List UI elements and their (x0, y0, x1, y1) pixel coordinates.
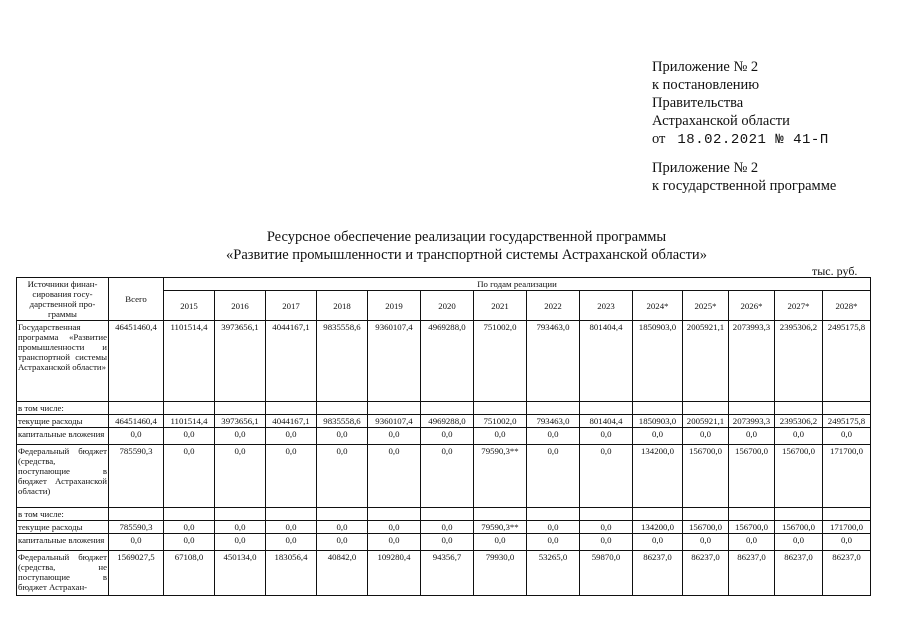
header-year: 2025* (683, 291, 729, 321)
header-year: 2027* (775, 291, 823, 321)
header-years-group: По годам реализации (164, 278, 871, 291)
row-year-value: 3973656,1 (215, 321, 266, 402)
row-year-value: 1850903,0 (633, 321, 683, 402)
row-source-label: Федеральный бюджет (средства, не поступающие в бюджет Астрахан- (17, 551, 109, 596)
row-year-value: 0,0 (580, 521, 633, 534)
row-year-value: 53265,0 (527, 551, 580, 596)
row-year-value: 0,0 (317, 521, 368, 534)
appendix-line-2: к постановлению (652, 77, 760, 93)
row-total: 0,0 (109, 534, 164, 551)
row-year-value (317, 402, 368, 415)
row-year-value: 0,0 (729, 428, 775, 445)
row-year-value: 0,0 (775, 534, 823, 551)
header-year: 2015 (164, 291, 215, 321)
row-year-value: 0,0 (215, 521, 266, 534)
header-year: 2022 (527, 291, 580, 321)
row-total: 785590,3 (109, 445, 164, 508)
row-source-label: Федеральный бюджет (средства, поступающие в бюджет Астраханской области) (17, 445, 109, 508)
row-year-value: 2395306,2 (775, 321, 823, 402)
row-year-value: 109280,4 (368, 551, 421, 596)
row-year-value: 793463,0 (527, 415, 580, 428)
row-year-value: 79590,3** (474, 521, 527, 534)
header-year: 2026* (729, 291, 775, 321)
row-year-value: 0,0 (527, 521, 580, 534)
row-year-value: 79930,0 (474, 551, 527, 596)
appendix-block (652, 58, 836, 195)
row-year-value (164, 402, 215, 415)
row-year-value (775, 508, 823, 521)
row-year-value (368, 508, 421, 521)
row-year-value: 0,0 (775, 428, 823, 445)
date-value: 18.02.2021 № 41-П (677, 132, 829, 148)
row-year-value: 9835558,6 (317, 321, 368, 402)
row-year-value: 0,0 (266, 521, 317, 534)
row-total: 46451460,4 (109, 415, 164, 428)
row-year-value: 0,0 (164, 428, 215, 445)
header-source: Источники финан-сирования госу-дарственной про-граммы (17, 278, 109, 321)
row-year-value: 0,0 (823, 534, 871, 551)
row-year-value: 156700,0 (729, 521, 775, 534)
row-total: 0,0 (109, 428, 164, 445)
row-year-value: 0,0 (527, 534, 580, 551)
row-year-value: 0,0 (527, 428, 580, 445)
row-year-value: 4969288,0 (421, 415, 474, 428)
row-source-label: Государственная программа «Развитие промышленности и транспортной системы Астраханской области» (17, 321, 109, 402)
row-year-value: 0,0 (368, 428, 421, 445)
row-year-value: 0,0 (729, 534, 775, 551)
row-year-value: 0,0 (683, 428, 729, 445)
row-year-value (266, 508, 317, 521)
row-year-value: 751002,0 (474, 321, 527, 402)
row-year-value: 86237,0 (683, 551, 729, 596)
appendix-line-7: к государственной программе (652, 178, 837, 194)
row-year-value: 0,0 (164, 521, 215, 534)
row-year-value: 9360107,4 (368, 415, 421, 428)
row-year-value: 134200,0 (633, 445, 683, 508)
appendix-date-line (652, 130, 836, 149)
header-year: 2028* (823, 291, 871, 321)
row-year-value: 9835558,6 (317, 415, 368, 428)
row-year-value: 1101514,4 (164, 321, 215, 402)
row-year-value (421, 508, 474, 521)
row-year-value (683, 402, 729, 415)
row-year-value: 0,0 (421, 428, 474, 445)
row-year-value: 0,0 (317, 428, 368, 445)
row-year-value: 0,0 (421, 534, 474, 551)
row-year-value: 0,0 (633, 534, 683, 551)
row-year-value: 0,0 (215, 445, 266, 508)
header-year: 2021 (474, 291, 527, 321)
row-source-label: в том числе: (17, 508, 109, 521)
row-year-value: 2005921,1 (683, 321, 729, 402)
row-year-value: 134200,0 (633, 521, 683, 534)
row-total (109, 402, 164, 415)
row-year-value: 2495175,8 (823, 321, 871, 402)
row-year-value: 171700,0 (823, 521, 871, 534)
row-year-value: 0,0 (474, 428, 527, 445)
row-source-label: текущие расходы (17, 521, 109, 534)
row-source-label: капитальные вложения (17, 534, 109, 551)
row-year-value: 156700,0 (683, 521, 729, 534)
row-year-value: 67108,0 (164, 551, 215, 596)
appendix-line-4: Астраханской области (652, 113, 790, 129)
row-year-value (729, 402, 775, 415)
row-year-value: 3973656,1 (215, 415, 266, 428)
row-year-value: 0,0 (823, 428, 871, 445)
row-year-value: 0,0 (368, 521, 421, 534)
row-year-value (823, 508, 871, 521)
row-year-value (633, 508, 683, 521)
row-year-value (266, 402, 317, 415)
row-year-value: 0,0 (164, 445, 215, 508)
row-year-value: 156700,0 (775, 445, 823, 508)
row-year-value (474, 402, 527, 415)
row-year-value (775, 402, 823, 415)
row-year-value: 59870,0 (580, 551, 633, 596)
table-row (17, 321, 871, 402)
appendix-line-3: Правительства (652, 95, 744, 111)
row-year-value: 0,0 (474, 534, 527, 551)
row-year-value (729, 508, 775, 521)
row-source-label: капитальные вложения (17, 428, 109, 445)
row-year-value (580, 402, 633, 415)
row-year-value: 1101514,4 (164, 415, 215, 428)
row-year-value (527, 508, 580, 521)
row-total (109, 508, 164, 521)
row-year-value: 0,0 (266, 534, 317, 551)
row-year-value: 0,0 (368, 534, 421, 551)
row-year-value: 1850903,0 (633, 415, 683, 428)
table-row (17, 534, 871, 551)
row-source-label: текущие расходы (17, 415, 109, 428)
row-year-value: 0,0 (266, 428, 317, 445)
row-year-value: 0,0 (633, 428, 683, 445)
header-year: 2018 (317, 291, 368, 321)
row-year-value: 79590,3** (474, 445, 527, 508)
header-total: Всего (109, 278, 164, 321)
table-row (17, 521, 871, 534)
header-year: 2023 (580, 291, 633, 321)
row-year-value: 0,0 (317, 445, 368, 508)
header-year: 2019 (368, 291, 421, 321)
row-year-value: 0,0 (421, 445, 474, 508)
row-year-value: 4969288,0 (421, 321, 474, 402)
appendix-line-1: Приложение № 2 (652, 59, 759, 75)
row-year-value (823, 402, 871, 415)
row-year-value: 4044167,1 (266, 415, 317, 428)
document-title-line-1: Ресурсное обеспечение реализации государственной программы (266, 229, 667, 245)
date-prefix: от (652, 131, 666, 147)
row-year-value: 171700,0 (823, 445, 871, 508)
row-year-value: 156700,0 (775, 521, 823, 534)
row-year-value (368, 402, 421, 415)
table-row (17, 508, 871, 521)
row-year-value: 86237,0 (729, 551, 775, 596)
table-row (17, 428, 871, 445)
row-year-value: 0,0 (580, 445, 633, 508)
row-year-value: 4044167,1 (266, 321, 317, 402)
row-year-value: 801404,4 (580, 415, 633, 428)
row-year-value: 156700,0 (683, 445, 729, 508)
row-year-value: 0,0 (580, 428, 633, 445)
table-row (17, 415, 871, 428)
row-year-value: 2073993,3 (729, 415, 775, 428)
row-year-value: 2395306,2 (775, 415, 823, 428)
header-year: 2016 (215, 291, 266, 321)
row-source-label: в том числе: (17, 402, 109, 415)
row-year-value: 9360107,4 (368, 321, 421, 402)
row-year-value: 40842,0 (317, 551, 368, 596)
row-year-value: 0,0 (215, 428, 266, 445)
table-row (17, 402, 871, 415)
row-year-value: 0,0 (317, 534, 368, 551)
row-year-value: 0,0 (580, 534, 633, 551)
row-year-value: 94356,7 (421, 551, 474, 596)
row-year-value: 0,0 (683, 534, 729, 551)
row-year-value: 801404,4 (580, 321, 633, 402)
document-title-line-2: «Развитие промышленности и транспортной системы Астраханской области» (226, 247, 707, 263)
resource-table (16, 277, 871, 596)
row-year-value: 156700,0 (729, 445, 775, 508)
row-year-value: 0,0 (215, 534, 266, 551)
row-year-value (215, 508, 266, 521)
row-year-value: 0,0 (421, 521, 474, 534)
row-year-value: 0,0 (368, 445, 421, 508)
row-year-value: 86237,0 (775, 551, 823, 596)
table-row (17, 551, 871, 596)
row-year-value: 0,0 (527, 445, 580, 508)
appendix-line-6: Приложение № 2 (652, 160, 759, 176)
row-total: 1569027,5 (109, 551, 164, 596)
row-year-value: 0,0 (266, 445, 317, 508)
unit-label: тыс. руб. (812, 264, 858, 278)
row-year-value (317, 508, 368, 521)
row-year-value: 86237,0 (823, 551, 871, 596)
row-year-value: 2495175,8 (823, 415, 871, 428)
header-year: 2017 (266, 291, 317, 321)
row-year-value: 183056,4 (266, 551, 317, 596)
row-year-value (580, 508, 633, 521)
header-year: 2024* (633, 291, 683, 321)
row-year-value (164, 508, 215, 521)
row-year-value: 450134,0 (215, 551, 266, 596)
row-year-value (683, 508, 729, 521)
row-year-value: 0,0 (164, 534, 215, 551)
row-year-value: 793463,0 (527, 321, 580, 402)
row-year-value: 86237,0 (633, 551, 683, 596)
row-year-value (421, 402, 474, 415)
row-year-value: 2073993,3 (729, 321, 775, 402)
row-total: 46451460,4 (109, 321, 164, 402)
header-year: 2020 (421, 291, 474, 321)
row-total: 785590,3 (109, 521, 164, 534)
row-year-value: 2005921,1 (683, 415, 729, 428)
table-row (17, 445, 871, 508)
row-year-value (474, 508, 527, 521)
row-year-value (527, 402, 580, 415)
row-year-value (215, 402, 266, 415)
row-year-value: 751002,0 (474, 415, 527, 428)
row-year-value (633, 402, 683, 415)
